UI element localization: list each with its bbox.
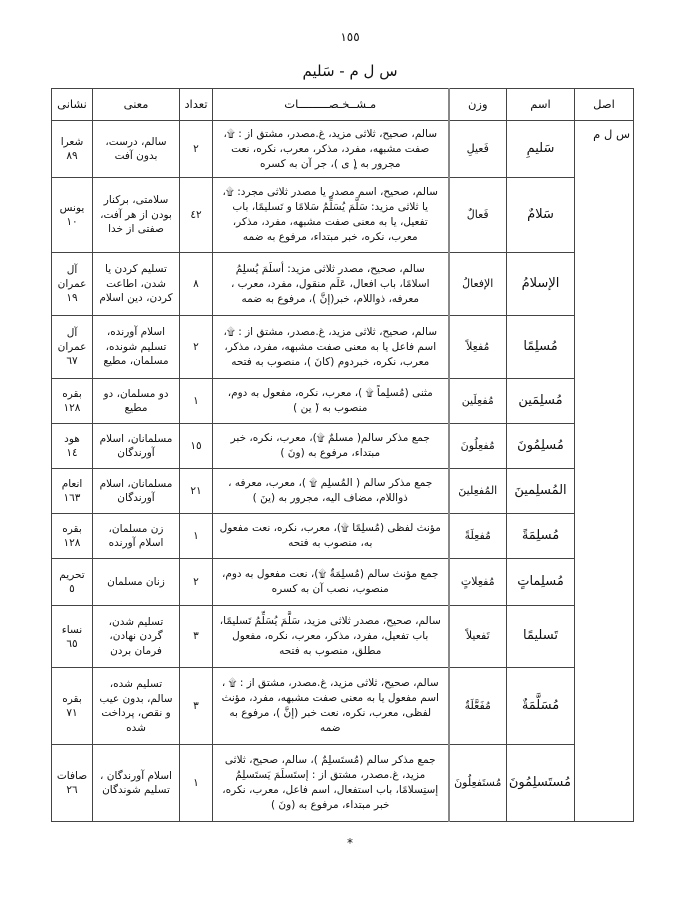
neshani-ayah: ١٤: [66, 447, 78, 459]
neshani-ayah: ١٢٨: [63, 537, 81, 549]
neshani-sura: شعرا: [60, 136, 84, 148]
neshani-sura: تحریم: [59, 569, 85, 581]
esm-cell: مُسلِمَین: [507, 379, 575, 424]
neshani-sura: یونس: [59, 202, 85, 214]
mani-cell: مسلمانان، اسلام آورندگان: [93, 469, 180, 514]
esm-cell: مُسلِمُونَ: [507, 424, 575, 469]
mani-cell: اسلام آورنده، تسلیم شونده، مسلمان، مطیع: [93, 316, 180, 379]
neshani-cell: [52, 668, 93, 745]
neshani-ayah: ١٦٣: [63, 492, 81, 504]
wazn-cell: مُفعِلاتٍ: [449, 559, 507, 606]
neshani-cell: [52, 178, 93, 253]
mani-cell: تسلیم کردن یا شدن، اطاعت کردن، دین اسلام: [93, 253, 180, 316]
header-tedad: تعداد: [180, 89, 213, 121]
moshakhasat-cell: جمع مؤنث سالم (مُسلِمَةٌ ۩)، نعت مفعول به دوم، منصوب، نصب آن به کسره: [213, 559, 449, 606]
wazn-cell: مُفعِلاً: [449, 316, 507, 379]
neshani-sura: آل عمران: [57, 264, 87, 290]
wazn-cell: الإفعالُ: [449, 253, 507, 316]
asl-cell: س ل م: [575, 121, 634, 822]
neshani-cell: [52, 121, 93, 178]
moshakhasat-cell: سالم، صحیح، مصدر ثلاثی مزید، سَلَّمَ یُسَلِّمُ تَسلیمًا، باب تفعیل، مفرد، مذکر، معرب، نکره، مفعول مطلق، منصوب به فتحه: [213, 606, 449, 668]
neshani-cell: [52, 379, 93, 424]
neshani-sura: آل عمران: [57, 327, 87, 353]
esm-cell: مُستَسلِمُونَ: [507, 745, 575, 822]
wazn-cell: مُفعِلَةً: [449, 514, 507, 559]
tedad-cell: ١: [180, 514, 213, 559]
table-row: [52, 424, 634, 469]
neshani-cell: [52, 606, 93, 668]
neshani-cell: [52, 514, 93, 559]
table-row: [52, 745, 634, 822]
mani-cell: زن مسلمان، اسلام آورنده: [93, 514, 180, 559]
mani-cell: سلامتی، برکنار بودن از هر آفت، صفتی از خدا: [93, 178, 180, 253]
moshakhasat-cell: سالم، صحیح، ثلاثی مزید، غ.مصدر، مشتق از : ۩، صفت مشبهه، مفرد، مذکر، معرب، نکره، نعت مجرور به (ٍ ی )، جر آن به کسره: [213, 121, 449, 178]
esm-cell: مُسلِماتٍ: [507, 559, 575, 606]
mani-cell: تسلیم شدن، گردن نهادن، فرمان بردن: [93, 606, 180, 668]
tedad-cell: ٢: [180, 121, 213, 178]
table-row: [52, 668, 634, 745]
tedad-cell: ٢١: [180, 469, 213, 514]
neshani-sura: صافات: [56, 770, 88, 782]
tedad-cell: ١: [180, 745, 213, 822]
tedad-cell: ٣: [180, 606, 213, 668]
neshani-cell: [52, 316, 93, 379]
esm-cell: مُسلِمَةً: [507, 514, 575, 559]
neshani-ayah: ٥: [69, 583, 75, 595]
wazn-cell: مُفَعَّلَةٌ: [449, 668, 507, 745]
neshani-ayah: ٧١: [66, 707, 78, 719]
table-row: [52, 178, 634, 253]
page-title: س ل م - سَلیم: [302, 62, 398, 80]
tedad-cell: ١: [180, 379, 213, 424]
neshani-sura: بقره: [62, 388, 82, 400]
mani-cell: اسلام آورندگان ، تسلیم شوندگان: [93, 745, 180, 822]
neshani-cell: [52, 745, 93, 822]
mani-cell: زنان مسلمان: [93, 559, 180, 606]
header-esm: اسم: [507, 89, 575, 121]
neshani-cell: [52, 424, 93, 469]
header-moshakhasat: مـشــخـصـــــــــات: [213, 89, 449, 121]
mani-cell: تسلیم شده، سالم، بدون عیب و نقص، پرداخت شده: [93, 668, 180, 745]
mani-cell: سالم، درست، بدون آفت: [93, 121, 180, 178]
table-row: [52, 606, 634, 668]
wazn-cell: مُستَفعِلُونَ: [449, 745, 507, 822]
moshakhasat-cell: مؤنث لفظی (مُسلِمًا ۩)، معرب، نکره، نعت مفعول به، منصوب به فتحه: [213, 514, 449, 559]
footer-mark: *: [347, 836, 353, 850]
header-wazn: وزن: [449, 89, 507, 121]
table-row: [52, 559, 634, 606]
wazn-cell: تَفعیلاً: [449, 606, 507, 668]
wazn-cell: فَعیلِ: [449, 121, 507, 178]
moshakhasat-cell: جمع مذکر سالم( مسلمٌ ۩)، معرب، نکره، خبر مبتداء، مرفوع به (ونَ ): [213, 424, 449, 469]
table-header-row: [52, 89, 634, 121]
table-row: [52, 253, 634, 316]
neshani-ayah: ١٠: [66, 216, 78, 228]
moshakhasat-cell: سالم، صحیح، ثلاثی مزید، غ.مصدر، مشتق از : ۩ ، اسم مفعول یا به معنی صفت مشبهه، مفرد، مؤنث لفظی، معرب، نکره، نعت خبر (إنَّ )، مرفوع به ضمه: [213, 668, 449, 745]
table-row: [52, 316, 634, 379]
tedad-cell: ٨: [180, 253, 213, 316]
mani-cell: دو مسلمان، دو مطیع: [93, 379, 180, 424]
esm-cell: سَلیمِ: [507, 121, 575, 178]
mani-cell: مسلمانان، اسلام آورندگان: [93, 424, 180, 469]
neshani-ayah: ٦٥: [66, 637, 78, 650]
neshani-ayah: ٦٧: [66, 355, 78, 367]
moshakhasat-cell: سالم، صحیح، ثلاثی مزید، غ.مصدر، مشتق از : ۩، اسم فاعل یا به معنی صفت مشبهه، مفرد، مذکر، معرب، نکره، خبردوم (کانَ )، منصوب به فتحه: [213, 316, 449, 379]
neshani-cell: [52, 253, 93, 316]
moshakhasat-cell: مثنی (مُسلِماً ۩ )، معرب، نکره، مفعول به دوم، منصوب به (َ ین ): [213, 379, 449, 424]
neshani-sura: بقره: [62, 523, 82, 535]
tedad-cell: ٢: [180, 316, 213, 379]
wazn-cell: فَعالٌ: [449, 178, 507, 253]
moshakhasat-cell: سالم، صحیح، مصدر ثلاثی مزید: أسلَمَ یُسلِمُ اسلامًا، باب افعال، عَلَم منقول، مفرد، معرب ، معرفه، ذواللام، خبر(إنَّ )، مرفوع به ضمه: [213, 253, 449, 316]
tedad-cell: ٣: [180, 668, 213, 745]
table-row: [52, 469, 634, 514]
esm-cell: تَسلیمًا: [507, 606, 575, 668]
table-row: [52, 121, 634, 178]
neshani-sura: نساء: [61, 623, 83, 636]
neshani-ayah: ١٩: [66, 292, 78, 304]
page-number: ١٥٥: [340, 30, 360, 44]
esm-cell: مُسَلَّمَةٌ: [507, 668, 575, 745]
neshani-ayah: ١٢٨: [63, 402, 81, 414]
tedad-cell: ١٥: [180, 424, 213, 469]
esm-cell: سَلامٌ: [507, 178, 575, 253]
table-row: [52, 514, 634, 559]
table-row: [52, 379, 634, 424]
wazn-cell: مُفعِلَین: [449, 379, 507, 424]
moshakhasat-cell: جمع مذکر سالم ( المُسلِم ۩ )، معرب، معرفه ، ذواللام، مضاف الیه، مجرور به (ینَ ): [213, 469, 449, 514]
neshani-ayah: ٨٩: [66, 150, 78, 162]
neshani-ayah: ٢٦: [66, 784, 78, 796]
moshakhasat-cell: سالم، صحیح، اسم مصدر یا مصدر ثلاثی مجرد: ۩، یا ثلاثی مزید: سَلَّمَ یُسَلِّمُ سَلامًا و تَسلیمًا، باب تفعیل، یا به معنی صفت مشبهه، مفرد، مذکر، معرب، نکره، خبر مبتداء، مرفوع به ضمه: [213, 178, 449, 253]
neshani-sura: انعام: [61, 478, 83, 490]
word-table: [51, 88, 634, 822]
wazn-cell: مُفعِلُونَ: [449, 424, 507, 469]
moshakhasat-cell: جمع مذکر سالم (مُستَسلِمٌ )، سالم، صحیح، ثلاثی مزید، غ.مصدر، مشتق از : إستَسلَمَ یَستَسلِمُ إستِسلامًا، باب استفعال، اسم فاعل، معرب، نکره، خبر مبتداء، مرفوع به (ونَ ): [213, 745, 449, 822]
neshani-sura: بقره: [62, 693, 82, 705]
wazn-cell: المُفعِلینَ: [449, 469, 507, 514]
tedad-cell: ٢: [180, 559, 213, 606]
neshani-sura: هود: [64, 433, 80, 445]
esm-cell: المُسلِمینَ: [507, 469, 575, 514]
esm-cell: الإسلامُ: [507, 253, 575, 316]
tedad-cell: ٤٢: [180, 178, 213, 253]
header-mani: معنی: [93, 89, 180, 121]
header-neshani: نشانی: [52, 89, 93, 121]
esm-cell: مُسلِمًا: [507, 316, 575, 379]
header-asl: اصل: [575, 89, 634, 121]
neshani-cell: [52, 559, 93, 606]
neshani-cell: [52, 469, 93, 514]
